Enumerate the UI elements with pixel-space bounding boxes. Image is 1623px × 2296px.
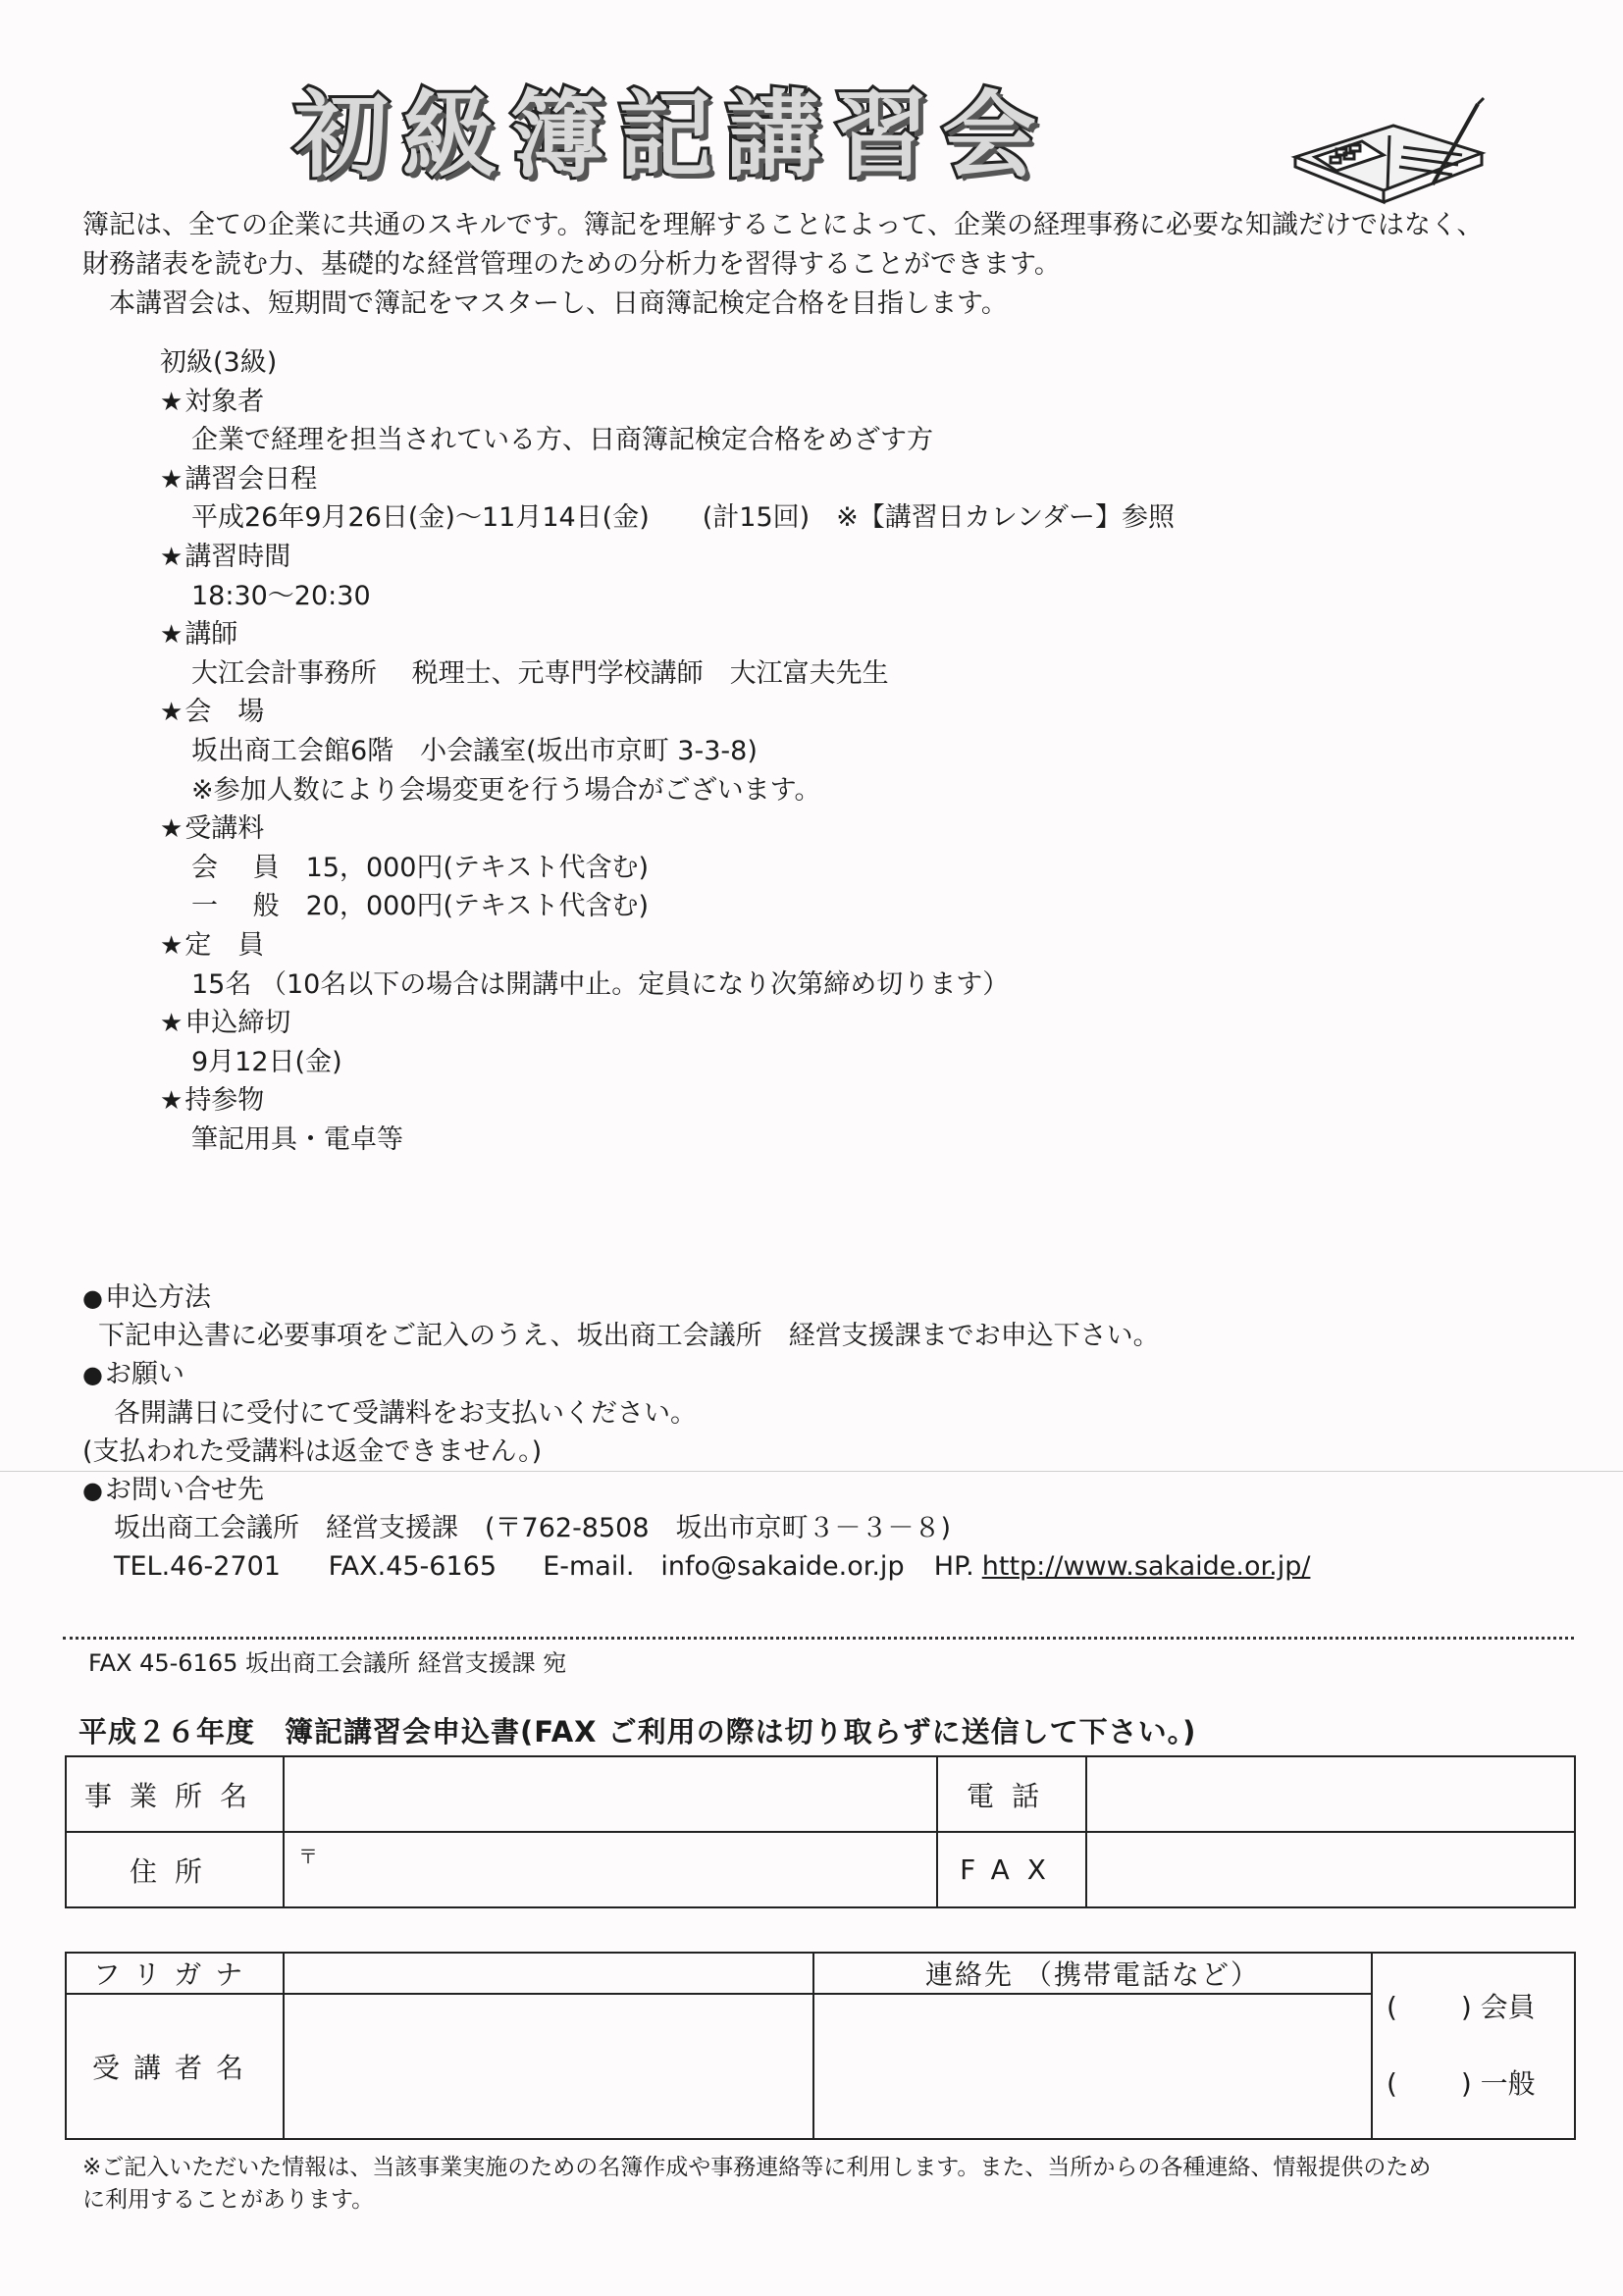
bullet-icon: ● (82, 1361, 103, 1389)
star-icon: ★ (160, 620, 183, 651)
postal-mark-icon: 〒 (298, 1845, 318, 1868)
fax-field[interactable] (1086, 1832, 1575, 1907)
star-icon: ★ (160, 542, 183, 572)
contact-hp-label: HP. (933, 1551, 974, 1583)
star-icon: ★ (160, 464, 183, 495)
section-time-text: 18:30～20:30 (191, 580, 371, 611)
section-fee-general: 一 般 20，000円(テキスト代含む) (191, 891, 650, 922)
request-line-1: 各開講日に受付にて受講料をお支払いください。 (114, 1397, 697, 1429)
request-line-2: (支払われた受講料は返金できません。) (82, 1435, 543, 1467)
contact-label: 連絡先 （携帯電話など） (813, 1953, 1372, 1994)
star-icon: ★ (160, 698, 183, 728)
contact-tel: TEL.46-2701 (114, 1551, 281, 1583)
star-icon: ★ (160, 930, 183, 961)
star-icon: ★ (160, 387, 183, 417)
phone-field[interactable] (1086, 1756, 1575, 1832)
fax-destination: FAX 45-6165 坂出商工会議所 経営支援課 宛 (88, 1649, 567, 1677)
contact-heading-label: お問い合せ先 (104, 1474, 264, 1505)
privacy-note (82, 2152, 1574, 2217)
application-heading (82, 1278, 1554, 1317)
section-lecturer-heading (160, 615, 1436, 654)
fax-label: FAX (937, 1832, 1086, 1907)
section-target-text: 企業で経理を担当されている方、日商簿記検定合格をめざす方 (191, 425, 933, 456)
section-venue-note: ※参加人数により会場変更を行う場合がございます。 (191, 774, 821, 806)
address-label: 住所 (66, 1832, 284, 1907)
section-fee-member: 会 員 15，000円(テキスト代含む) (191, 852, 650, 883)
contact-details (82, 1547, 1554, 1586)
application-text: 下記申込書に必要事項をご記入のうえ、坂出商工会議所 経営支援課までお申込下さい。 (98, 1321, 1160, 1352)
section-heading-label: 持参物 (184, 1085, 265, 1117)
notebook-calculator-icon (1285, 96, 1492, 214)
homepage-link[interactable]: http://www.sakaide.or.jp/ (981, 1551, 1311, 1583)
section-time-heading (160, 538, 1436, 577)
intro-line-3: 本講習会は、短期間で簿記をマスターし、日商簿記検定合格を目指します。 (82, 288, 1008, 319)
contact-heading (82, 1471, 1554, 1509)
intro-line-1: 簿記は、全ての企業に共通のスキルです。簿記を理解することによって、企業の経理事務に必要な知識だけではなく、 (82, 210, 1484, 240)
section-venue-text: 坂出商工会館6階 小会議室(坂出市京町 3-3-8) (191, 735, 758, 766)
phone-label: 電話 (937, 1756, 1086, 1832)
section-items-heading (160, 1081, 1436, 1121)
section-heading-label: 講習会日程 (184, 463, 318, 495)
section-fee-heading (160, 809, 1436, 849)
intro-line-2: 財務諸表を読む力、基礎的な経営管理のための分析力を習得することができます。 (82, 249, 1061, 280)
contact-email: E-mail. info@sakaide.or.jp (543, 1551, 905, 1583)
participant-form (65, 1952, 1576, 2140)
section-deadline-text: 9月12日(金) (191, 1046, 342, 1077)
section-heading-label: 申込締切 (184, 1008, 291, 1039)
section-venue-heading (160, 693, 1436, 732)
request-heading (82, 1355, 1554, 1393)
furigana-label: フリガナ (66, 1953, 284, 1994)
privacy-note-line-2: に利用することがあります。 (82, 2187, 375, 2213)
notes-block (82, 1278, 1554, 1587)
section-target-heading (160, 383, 1436, 422)
fold-line (0, 1471, 1623, 1472)
cut-line (63, 1637, 1574, 1640)
contact-fax: FAX.45-6165 (328, 1551, 497, 1583)
furigana-field[interactable] (284, 1953, 813, 1994)
general-option[interactable]: ( ) 一般 (1387, 2067, 1536, 2100)
company-name-field[interactable] (284, 1756, 937, 1832)
course-details (160, 343, 1436, 1159)
section-items-text: 筆記用具・電卓等 (191, 1123, 403, 1155)
course-level: 初級(3級) (160, 347, 278, 378)
section-deadline-heading (160, 1004, 1436, 1043)
section-lecturer-text: 大江会計事務所 税理士、元専門学校講師 大江富夫先生 (191, 657, 889, 689)
request-heading-label: お願い (104, 1359, 184, 1390)
bullet-icon: ● (82, 1284, 103, 1312)
member-option[interactable]: ( ) 会員 (1387, 1991, 1536, 2023)
address-field[interactable] (284, 1832, 937, 1907)
star-icon: ★ (160, 814, 183, 845)
section-heading-label: 対象者 (184, 386, 265, 417)
star-icon: ★ (160, 1086, 183, 1117)
intro-text (82, 206, 1574, 324)
section-heading-label: 会 場 (184, 697, 265, 728)
section-heading-label: 講習時間 (184, 541, 291, 572)
application-heading-label: 申込方法 (104, 1282, 211, 1313)
page-title: 初級簿記講習会 (294, 79, 1050, 190)
contact-phone-field[interactable] (813, 1994, 1372, 2139)
title-area (0, 77, 1623, 194)
section-heading-label: 講師 (184, 619, 238, 651)
section-heading-label: 定 員 (184, 929, 265, 961)
membership-choice (1372, 1953, 1575, 2139)
participant-name-field[interactable] (284, 1994, 813, 2139)
company-name-label: 事業所名 (66, 1756, 284, 1832)
section-capacity-heading (160, 926, 1436, 965)
form-title: 平成２６年度 簿記講習会申込書(FAX ご利用の際は切り取らずに送信して下さい。) (79, 1715, 1197, 1748)
section-schedule-text: 平成26年9月26日(金)～11月14日(金) (計15回) ※【講習日カレンダー】参照 (191, 502, 1176, 534)
star-icon: ★ (160, 1009, 183, 1039)
company-info-form (65, 1755, 1576, 1908)
privacy-note-line-1: ※ご記入いただいた情報は、当該事業実施のための名簿作成や事務連絡等に利用します。また、当所からの各種連絡、情報提供のため (82, 2155, 1432, 2180)
participant-name-label: 受講者名 (66, 1994, 284, 2139)
section-heading-label: 受講料 (184, 813, 265, 845)
section-capacity-text: 15名 （10名以下の場合は開講中止。定員になり次第締め切ります） (191, 968, 1010, 1000)
bullet-icon: ● (82, 1476, 103, 1504)
contact-org: 坂出商工会議所 経営支援課 (〒762-8508 坂出市京町３－３－８) (114, 1513, 952, 1544)
section-schedule-heading (160, 460, 1436, 499)
